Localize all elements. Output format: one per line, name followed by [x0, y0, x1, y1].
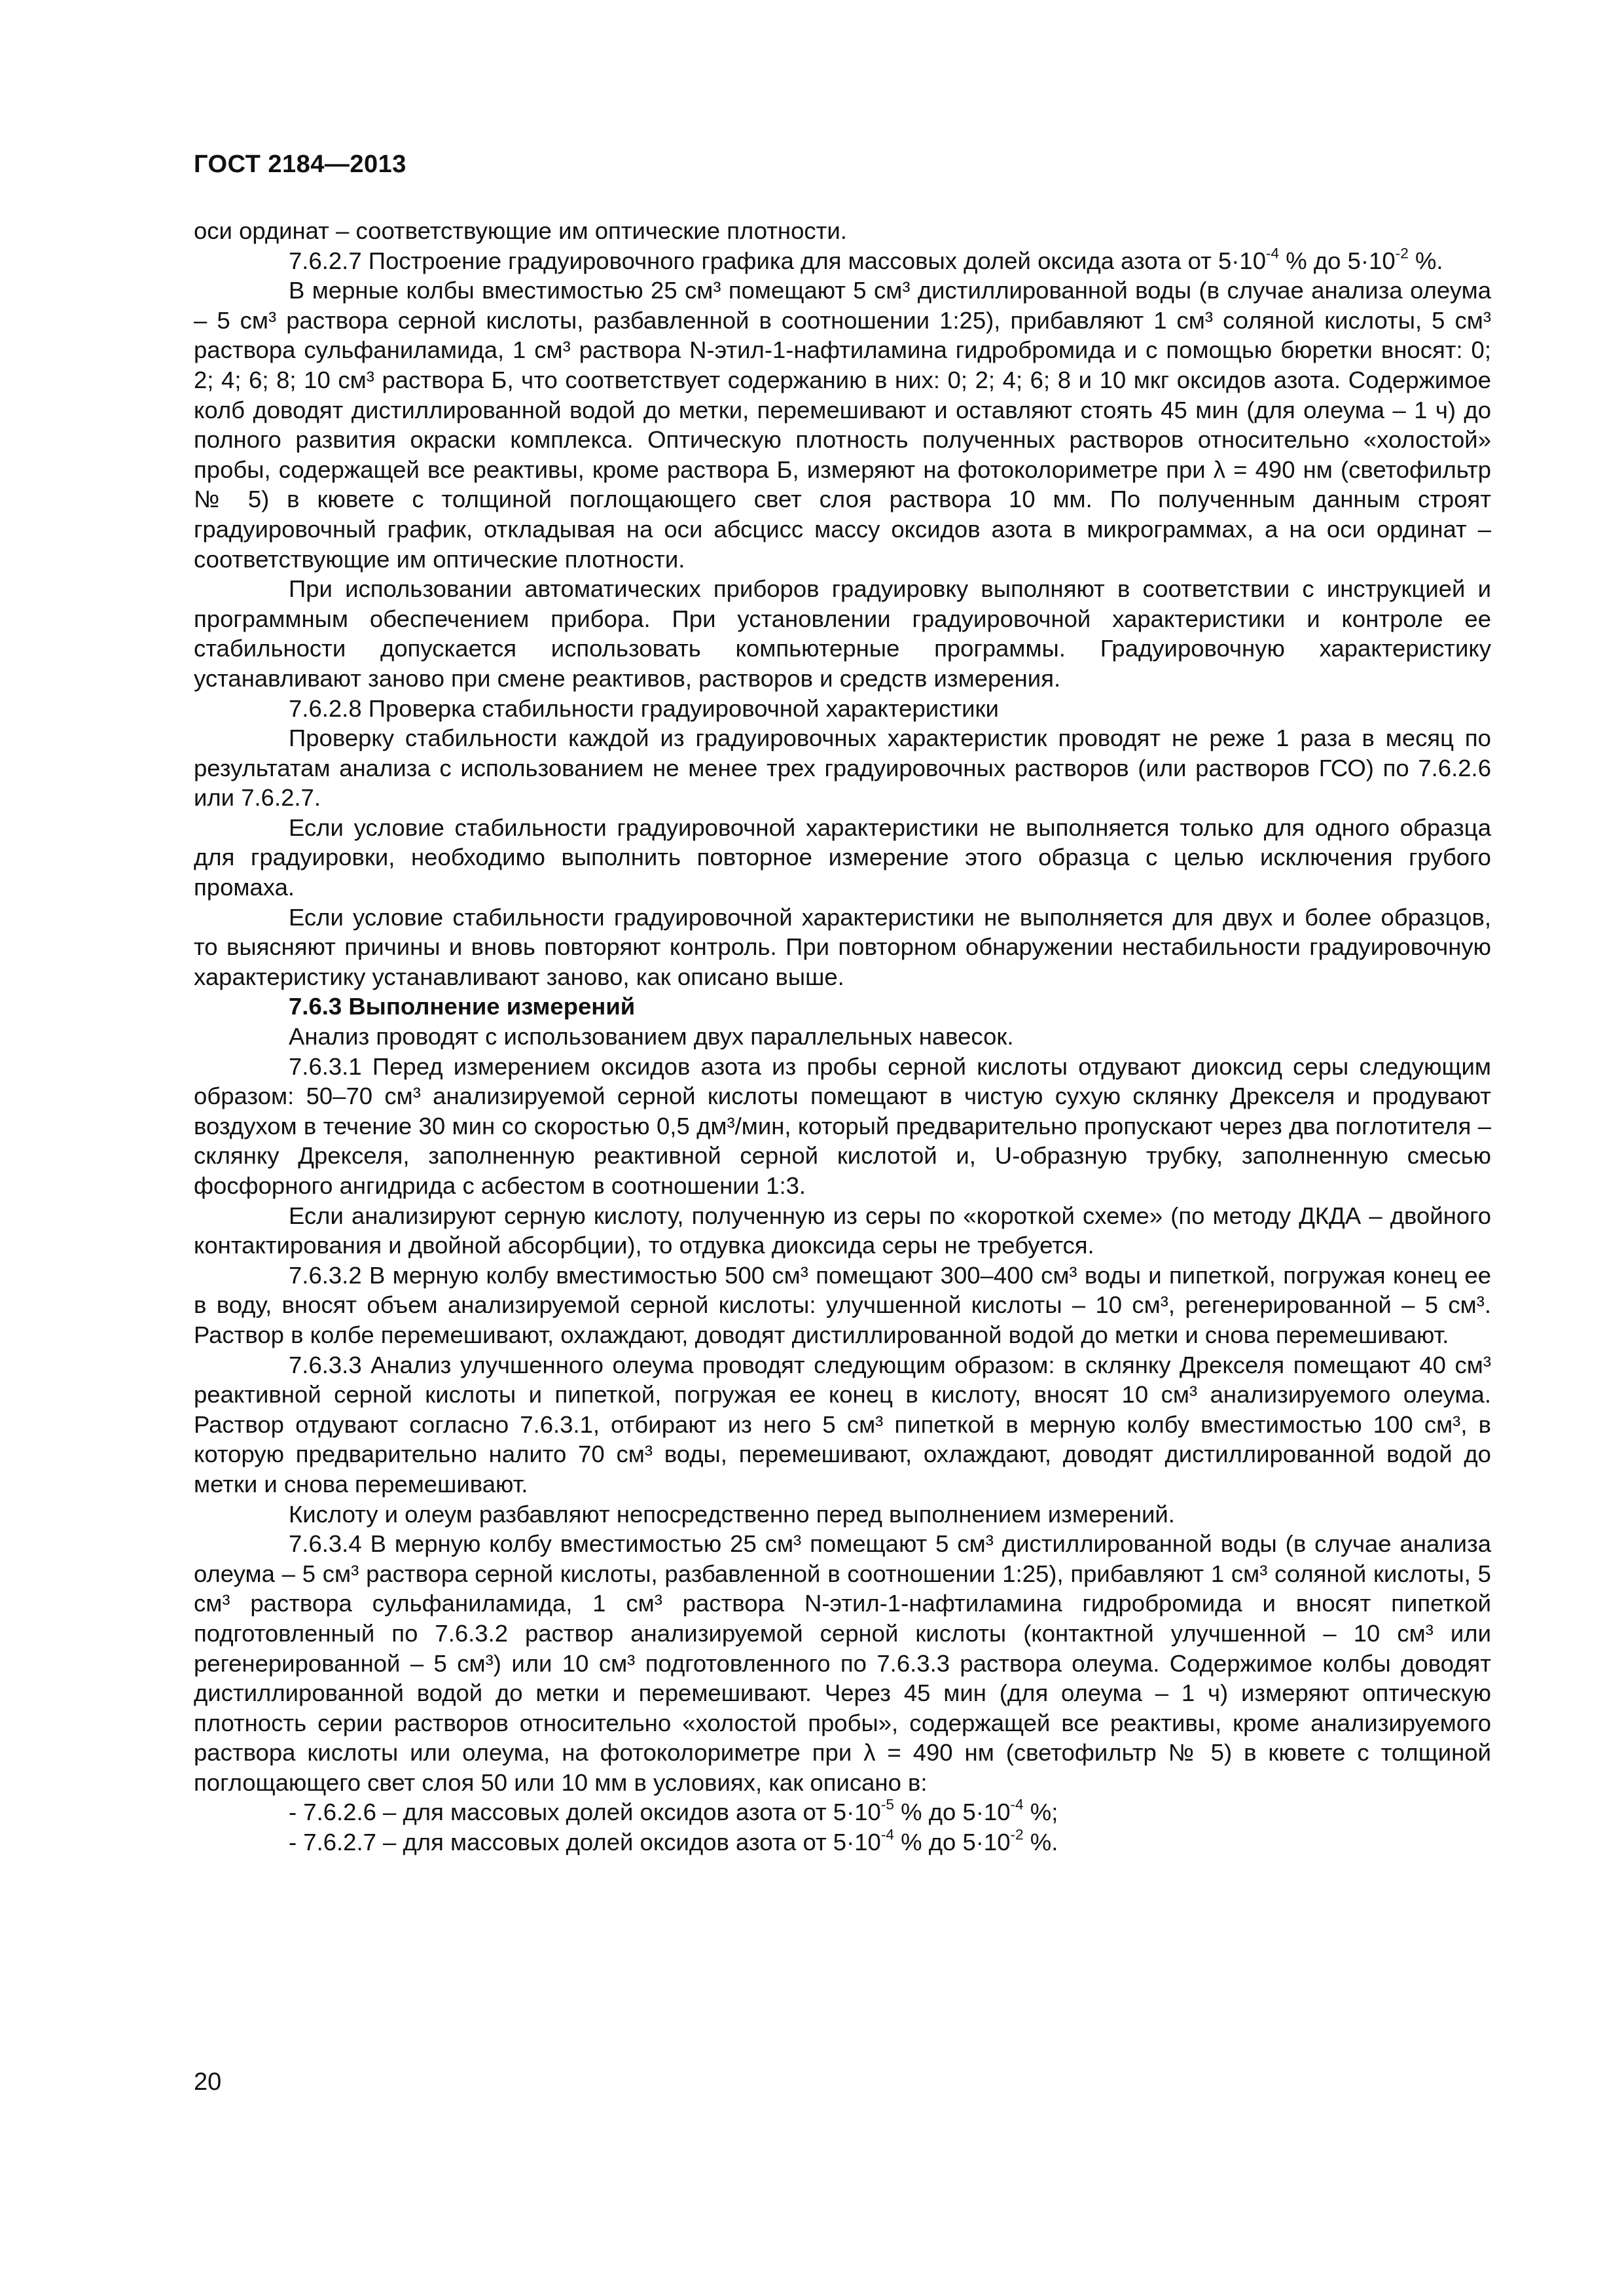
paragraph-dilution: Кислоту и олеум разбавляют непосредственно перед выполнением измерений.	[289, 1500, 1175, 1528]
paragraph-automatic-devices: При использовании автоматических приборов градуировку выполняют в соответствии с инструкцией и программным обеспечением прибора. При установлении градуировочной характеристики и контроле ее стабильности допускается использовать компьютерные программы. Градуировочную характеристику устанавливают заново при смене реактивов, растворов и средств измерения.	[194, 575, 1491, 692]
exponent: -2	[1395, 245, 1409, 262]
paragraph-short-scheme: Если анализируют серную кислоту, полученную из серы по «короткой схеме» (по методу ДКДА – двойного контактирования и двойной абсорбции), то отдувка диоксида серы не требуется.	[194, 1202, 1491, 1259]
paragraph-two-samples: Если условие стабильности градуировочной характеристики не выполняется для двух и более образцов, то выясняют причины и вновь повторяют контроль. При повторном обнаружении нестабильности градуировочную характеристику устанавливают заново, как описано выше.	[194, 903, 1491, 990]
section-7-6-3-1: 7.6.3.1 Перед измерением оксидов азота из пробы серной кислоты отдувают диоксид серы следующим образом: 50–70 см³ анализируемой серной кислоты помещают в чистую сухую склянку Дрекселя и продувают воздухом в течение 30 мин со скоростью 0,5 дм³/мин, который предварительно пропускают через два поглотителя – склянку Дрекселя, заполненную реактивной серной кислотой и, U-образную трубку, заполненную смесью фосфорного ангидрида с асбестом в соотношении 1:3.	[194, 1052, 1491, 1199]
section-7-6-3-3: 7.6.3.3 Анализ улучшенного олеума проводят следующим образом: в склянку Дрекселя помещают 40 см³ реактивной серной кислоты и пипеткой, погружая ее конец в кислоту, вносят 10 см³ анализируемого олеума. Раствор отдувают согласно 7.6.3.1, отбирают из него 5 см³ пипеткой в мерную колбу вместимостью 100 см³, в которую предварительно налито 70 см³ воды, перемешивают, охлаждают, доводят дистиллированной водой до метки и снова перемешивают.	[194, 1351, 1491, 1498]
paragraph-parallel-samples: Анализ проводят с использованием двух параллельных навесок.	[289, 1023, 1014, 1050]
text-run: %.	[1408, 247, 1443, 274]
exponent: -2	[1010, 1826, 1024, 1843]
paragraph-continuation: оси ординат – соответствующие им оптические плотности.	[194, 217, 847, 244]
section-7-6-3-2: 7.6.3.2 В мерную колбу вместимостью 500 см³ помещают 300–400 см³ воды и пипеткой, погружая конец ее в воду, вносят объем анализируемой серной кислоты: улучшенной кислоты – 10 см³, регенерированной – 5 см³. Раствор в колбе перемешивают, охлаждают, доводят дистиллированной водой до метки и снова перемешивают.	[194, 1261, 1491, 1348]
page-number: 20	[194, 2068, 222, 2096]
text-run: - 7.6.2.7 – для массовых долей оксидов азота от 5·10	[289, 1829, 881, 1856]
paragraph-stability-check: Проверку стабильности каждой из градуировочных характеристик проводят не реже 1 раза в месяц по результатам анализа с использованием не менее трех градуировочных растворов (или растворов ГСО) по 7.6.2.6 или 7.6.2.7.	[194, 725, 1491, 812]
text-run: %.	[1023, 1829, 1058, 1856]
standard-header: ГОСТ 2184—2013	[194, 151, 406, 178]
text-run: % до 5·10	[893, 1799, 1011, 1826]
exponent: -5	[880, 1797, 894, 1814]
paragraph-calibration-procedure: В мерные колбы вместимостью 25 см³ помещают 5 см³ дистиллированной воды (в случае анализа олеума – 5 см³ раствора серной кислоты, разбавленной в соотношении 1:25), прибавляют 1 см³ соляной кислоты, 5 см³ раствора сульфаниламида, 1 см³ раствора N-этил-1-нафтиламина гидробромида и с помощью бюретки вносят: 0; 2; 4; 6; 8; 10 см³ раствора Б, что соответствует содержанию в них: 0; 2; 4; 6; 8 и 10 мкг оксидов азота. Содержимое колб доводят дистиллированной водой до метки, перемешивают и оставляют стоять 45 мин (для олеума – 1 ч) до полного развития окраски комплекса. Оптическую плотность полученных растворов относительно «холостой» пробы, содержащей все реактивы, кроме раствора Б, измеряют на фотоколориметре при λ = 490 нм (светофильтр № 5) в кювете с толщиной поглощающего свет слоя раствора 10 мм. По полученным данным строят градуировочный график, откладывая на оси абсцисс массу оксидов азота в микрограммах, а на оси ординат – соответствующие им оптические плотности.	[194, 277, 1491, 573]
text-run: 7.6.2.7 Построение градуировочного графика для массовых долей оксида азота от 5·10	[289, 247, 1267, 274]
exponent: -4	[1010, 1797, 1024, 1814]
section-7-6-3-4: 7.6.3.4 В мерную колбу вместимостью 25 см³ помещают 5 см³ дистиллированной воды (в случае анализа олеума – 5 см³ раствора серной кислоты, разбавленной в соотношении 1:25), прибавляют 1 см³ соляной кислоты, 5 см³ раствора сульфаниламида, 1 см³ раствора N-этил-1-нафтиламина гидробромида и вносят пипеткой подготовленный по 7.6.3.2 раствор анализируемой серной кислоты (контактной улучшенной – 10 см³ или регенерированной – 5 см³) или 10 см³ подготовленного по 7.6.3.3 раствора олеума. Содержимое колбы доводят дистиллированной водой до метки и перемешивают. Через 45 мин (для олеума – 1 ч) измеряют оптическую плотность серии растворов относительно «холостой пробы», содержащей все реактивы, кроме анализируемого раствора кислоты или олеума, на фотоколориметре при λ = 490 нм (светофильтр № 5) в кювете с толщиной поглощающего свет слоя 50 или 10 мм в условиях, как описано в:	[194, 1530, 1491, 1796]
section-7-6-2-7	[194, 246, 1491, 276]
exponent: -4	[1266, 245, 1280, 262]
text-run: % до 5·10	[893, 1829, 1011, 1856]
paragraph-single-sample: Если условие стабильности градуировочной характеристики не выполняется только для одного образца для градуировки, необходимо выполнить повторное измерение этого образца с целью исключения грубого промаха.	[194, 814, 1491, 901]
list-item	[194, 1797, 1491, 1827]
text-run: - 7.6.2.6 – для массовых долей оксидов азота от 5·10	[289, 1799, 881, 1826]
section-heading-7-6-3: 7.6.3 Выполнение измерений	[289, 993, 636, 1020]
section-7-6-2-8: 7.6.2.8 Проверка стабильности градуировочной характеристики	[289, 694, 999, 722]
page-body	[194, 216, 1491, 1857]
text-run: % до 5·10	[1279, 247, 1396, 274]
text-run: %;	[1023, 1799, 1058, 1826]
exponent: -4	[880, 1826, 894, 1843]
list-item	[194, 1827, 1491, 1857]
